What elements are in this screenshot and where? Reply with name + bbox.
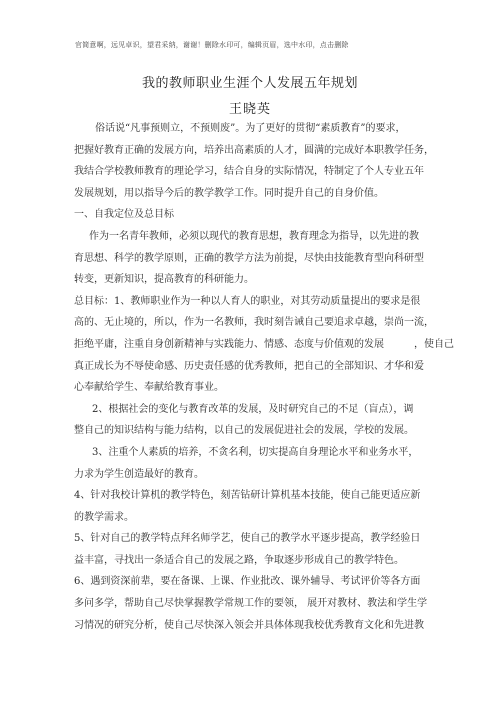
body-line: 多问多学，帮助自己尽快掌握教学常规工作的要领， 展开对教材、教法和学生学 — [74, 598, 428, 610]
body-line: 5、针对自己的教学特点拜名师学艺，使自己的教学水平逐步提高，教学经验日 — [74, 533, 421, 545]
header-watermark-note: 官简意啊，远见卓识，望君采纳，谢谢！删除水印可，编辑页眉，选中水印，点击删除 — [75, 41, 349, 49]
section-heading: 一、自我定位及总目标 — [74, 209, 174, 221]
author-name: 王晓英 — [228, 102, 271, 117]
body-line-split — [74, 334, 454, 356]
body-line: 的教学需求。 — [74, 511, 134, 523]
body-line: 力求为学生创造最好的教育。 — [74, 468, 204, 480]
body-line: 益丰富，寻找出一条适合自己的发展之路，争取逐步形成自己的教学特色。 — [74, 554, 404, 566]
body-line: 把握好教育正确的发展方向，培养出高素质的人才，圆满的完成好本职教学任务， — [74, 144, 434, 156]
body-line: 整自己的知识结构与能力结构，以自己的发展促进社会的发展，学校的发展。 — [74, 425, 414, 437]
body-line: 育思想、科学的教学原则，正确的教学方法为前提，尽快由技能教育型向科研型 — [74, 252, 424, 264]
body-line: 我结合学校教师教育的理论学习，结合自身的实际情况，特制定了个人专业五年 — [74, 166, 424, 178]
document-body — [74, 118, 454, 636]
body-line: 转变，更新知识，提高教育的科研能力。 — [74, 274, 254, 286]
body-line: 真正成长为不辱使命感、历史责任感的优秀教师，把自己的全部知识、才华和爱 — [74, 360, 424, 372]
body-line: 发展规划，用以指导今后的教学教学工作。同时提升自己的自身价值。 — [74, 187, 384, 199]
document-title: 我的教师职业生涯个人发展五年规划 — [141, 76, 358, 91]
body-line-part-a: 拒绝平庸，注重自身创新精神与实践能力、情感、态度与价值观的发展 — [74, 338, 384, 350]
body-line: 俗话说“凡事预则立，不预则废”。为了更好的贯彻“素质教育”的要求， — [95, 123, 406, 134]
body-line: 习情况的研究分析，使自己尽快深入领会并具体体现我校优秀教育文化和先进教 — [74, 619, 424, 631]
body-line: 高的、无止境的，所以，作为一名教师，我时刻告诫自己要追求卓越，崇尚一流， — [74, 317, 434, 329]
body-line: 3、注重个人素质的培养，不贪名利，切实提高自身理论水平和业务水平， — [92, 446, 419, 458]
body-line: 心奉献给学生、奉献给教育事业。 — [74, 382, 224, 394]
body-line: 作为一名青年教师，必须以现代的教育思想，教育理念为指导，以先进的教 — [89, 230, 419, 242]
body-line-part-b: ，使自己 — [414, 338, 454, 350]
body-line: 2、根据社会的变化与教育改革的发展，及时研究自己的不足（盲点），调 — [92, 403, 414, 415]
body-line: 6、遇到资深前辈，要在备课、上课、作业批改、课外辅导、考试评价等各方面 — [74, 576, 421, 588]
body-line: 总目标：1、教师职业作为一种以人育人的职业，对其劳动质量提出的要求是很 — [74, 295, 421, 307]
body-line: 4、针对我校计算机的教学特色，刻苦钻研计算机基本技能，使自己能更适应新 — [74, 490, 421, 502]
